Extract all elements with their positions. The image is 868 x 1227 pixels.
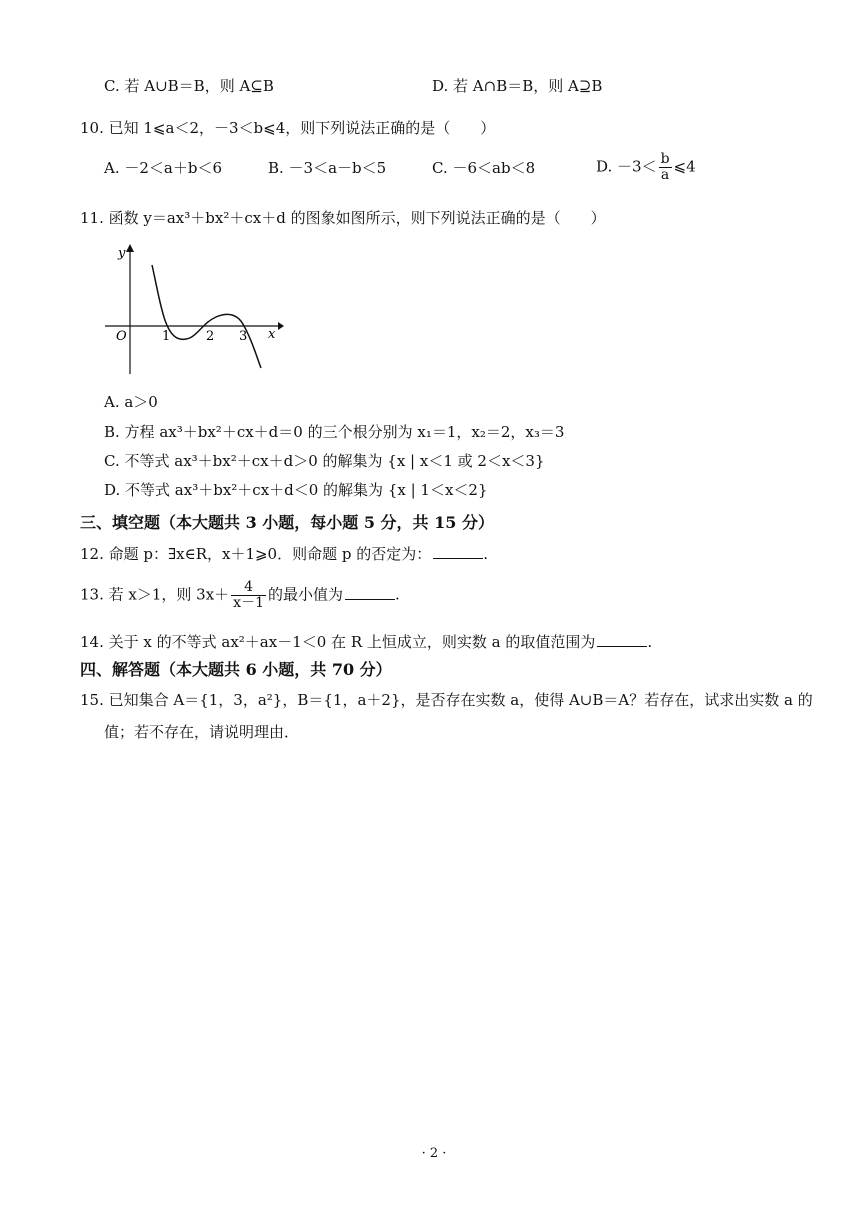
q11-stem: 11. 函数 y＝ax³＋bx²＋cx＋d 的图象如图所示，则下列说法正确的是（ ） [80,209,606,227]
page-number: · 2 · [421,1146,447,1161]
section-fill-in-heading: 三、填空题（本大题共 3 小题，每小题 5 分，共 15 分） [80,513,494,532]
q12 [80,544,488,564]
q13 [80,580,400,611]
q13-suffix: 的最小值为 [267,585,343,604]
q14 [80,632,652,652]
answer-blank [433,544,483,559]
q11-option-c: C. 不等式 ax³＋bx²＋cx＋d＞0 的解集为 {x | x＜1 或 2＜x＜3} [104,452,545,470]
x-axis-arrow [278,322,284,330]
fraction-denominator: a [659,167,672,183]
q14-stem: 14. 关于 x 的不等式 ax²＋ax－1＜0 在 R 上恒成立，则实数 a 的取值范围为 [80,633,596,651]
fraction-b-over-a [659,152,672,183]
q11-option-b: B. 方程 ax³＋bx²＋cx＋d＝0 的三个根分别为 x₁＝1，x₂＝2，x₃＝3 [104,423,565,441]
q10-option-d-prefix: D. －3＜ [596,157,657,176]
y-axis-arrow [126,244,134,252]
cubic-function-graph [100,240,285,380]
q10-option-c: C. －6＜ab＜8 [432,159,536,177]
cubic-curve [152,265,261,368]
q15-line-2: 值；若不存在，请说明理由． [104,723,300,741]
answer-blank [345,585,395,600]
q10-option-d-suffix: ⩽4 [673,157,696,176]
q9-option-c: C. 若 A∪B＝B，则 A⊆B [104,77,274,95]
q14-end: . [647,633,653,651]
y-axis-label: y [118,246,126,261]
q11-option-a: A. a＞0 [104,393,158,411]
fraction-numerator: b [660,151,670,167]
q13-end: . [395,585,400,604]
tick-label-2: 2 [206,329,215,344]
answer-blank [597,632,647,647]
q10-option-d [596,152,696,183]
fraction-denominator: x－1 [233,595,264,611]
q10-option-a: A. －2＜a＋b＜6 [104,159,223,177]
origin-label: O [116,329,127,344]
q12-stem: 12. 命题 p：∃x∈R，x＋1⩾0．则命题 p 的否定为： [80,545,432,563]
fraction-numerator: 4 [244,579,254,595]
q11-option-d: D. 不等式 ax³＋bx²＋cx＋d＜0 的解集为 {x | 1＜x＜2} [104,481,488,499]
fraction-4-over-x-minus-1 [231,580,266,611]
tick-label-3: 3 [239,329,248,344]
tick-label-1: 1 [162,329,171,344]
q9-option-d: D. 若 A∩B＝B，则 A⊇B [432,77,603,95]
q15-line-1: 15. 已知集合 A＝{1，3，a²}，B＝{1，a＋2}，是否存在实数 a，使得 A∪B＝A？若存在，试求出实数 a 的 [80,691,813,709]
q13-prefix: 13. 若 x＞1，则 3x＋ [80,585,230,604]
q10-option-b: B. －3＜a－b＜5 [268,159,387,177]
q12-end: . [483,545,489,563]
q10-stem: 10. 已知 1⩽a＜2，－3＜b⩽4，则下列说法正确的是（ ） [80,119,496,137]
section-answer-heading: 四、解答题（本大题共 6 小题，共 70 分） [80,660,392,679]
x-axis-label: x [268,327,276,342]
